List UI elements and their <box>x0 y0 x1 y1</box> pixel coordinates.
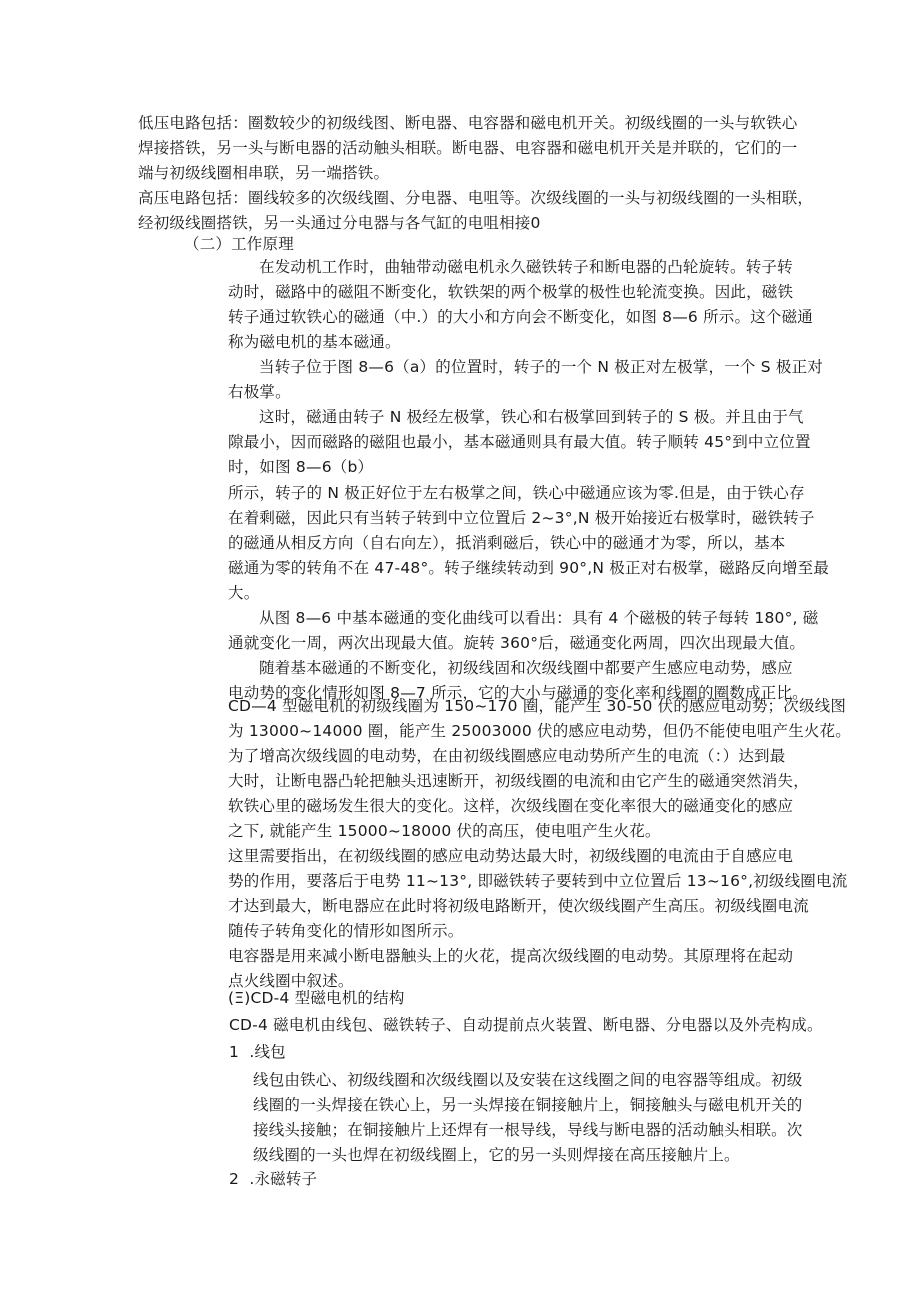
section-heading-structure: (Ξ)CD-4 型磁电机的结构 <box>228 989 405 1007</box>
structure-intro: CD-4 磁电机由线包、磁铁转子、自动提前点火装置、断电器、分电器以及外壳构成。 <box>229 1016 823 1034</box>
text-line: 接线头接触；在铜接触片上还焊有一根导线，导线与断电器的活动触头相联。次 <box>253 1121 803 1139</box>
text-line: 随着基本磁通的不断变化，初级线固和次级线圈中都要产生感应电动势，感应 <box>259 659 793 677</box>
text-line: 在着剩磁，因此只有当转子转到中立位置后 2~3°,N 极开始接近右极掌时，磁铁转子 <box>228 509 815 527</box>
text-line: 动时，磁路中的磁阻不断变化，软铁架的两个极掌的极性也轮流变换。因此，磁铁 <box>228 283 794 301</box>
text-line: 级线圈的一头也焊在初级线圈上，它的另一头则焊接在高压接触片上。 <box>253 1146 740 1164</box>
text-line: 电动势的变化情形如图 8—7 所示，它的大小与磁通的变化率和线圈的圈数成正比。 <box>228 684 808 702</box>
text-line: 焊接搭铁，另一头与断电器的活动触头相联。断电器、电容器和磁电机开关是并联的，它们的一 <box>138 139 798 157</box>
text-line: 所示，转子的 N 极正好位于左右极掌之间，铁心中磁通应该为零.但是，由于铁心存 <box>228 484 805 502</box>
item-2-heading: 2 .永磁转子 <box>229 1170 318 1188</box>
text-line: 隙最小，因而磁路的磁阻也最小，基本磁通则具有最大值。转子顺转 45°到中立位置 <box>228 433 811 451</box>
text-line: 磁通为零的转角不在 47-48°。转子继续转动到 90°,N 极正对右极掌，磁路反向增至最 <box>228 559 830 577</box>
text-line: 在发动机工作时，曲轴带动磁电机永久磁铁转子和断电器的凸轮旋转。转子转 <box>259 258 793 276</box>
text-line: 通就变化一周，两次出现最大值。旋转 360°后，磁通变化两周，四次出现最大值。 <box>228 634 806 652</box>
text-line: 线包由铁心、初级线圈和次级线圈以及安装在这线圈之间的电容器等组成。初级 <box>253 1071 803 1089</box>
text-line: 软铁心里的磁场发生很大的变化。这样，次级线圈在变化率很大的磁通变化的感应 <box>228 797 794 815</box>
text-line: 为 13000~14000 圈，能产生 25003000 伏的感应电动势，但仍不能使电咀产生火花。 <box>228 722 852 740</box>
principle-block-1 <box>228 255 823 480</box>
text-line: 为了增高次级线圆的电动势，在由初级线圈感应电动势所产生的电流（：）达到最 <box>228 747 786 765</box>
text-line: 从图 8—6 中基本磁通的变化曲线可以看出：具有 4 个磁极的转子每转 180°, 磁 <box>259 609 819 627</box>
item-1-body <box>253 1068 803 1168</box>
text-line: 低压电路包括：圈数较少的初级线图、断电器、电容器和磁电机开关。初级线圈的一头与软铁心 <box>138 114 798 132</box>
text-line: 当转子位于图 8—6（a）的位置时，转子的一个 N 极正对左极掌，一个 S 极正对 <box>259 358 823 376</box>
text-line: 线圈的一头焊接在铁心上，另一头焊接在铜接触片上，铜接触头与磁电机开关的 <box>253 1096 803 1114</box>
principle-block-3 <box>228 694 851 994</box>
section-heading-principle: （二）工作原理 <box>184 235 294 253</box>
item-1-heading: 1 .线包 <box>229 1043 286 1061</box>
text-line: 大时，让断电器凸轮把触头迅速断开，初级线圈的电流和由它产生的磁通突然消失， <box>228 772 809 790</box>
text-line: 这里需要指出，在初级线圈的感应电动势达最大时，初级线圈的电流由于自感应电 <box>228 847 794 865</box>
text-line: 右极掌。 <box>228 383 291 401</box>
text-line: 时，如图 8—6（b） <box>228 458 374 476</box>
text-line: 点火线圈中叙述。 <box>228 972 354 990</box>
text-line: 势的作用，要落后于电势 11~13°, 即磁铁转子要转到中立位置后 13~16°,初级线圈电流 <box>228 872 848 890</box>
text-line: CD—4 型磁电机的初级线圈为 150~170 圈，能产生 30-50 伏的感应电动势；次级线图 <box>228 697 847 715</box>
text-line: 经初级线圈搭铁，另一头通过分电器与各气缸的电咀相接0 <box>138 214 541 232</box>
text-line: 称为磁电机的基本磁通。 <box>228 333 401 351</box>
text-line: 大。 <box>228 584 260 602</box>
text-line: 之下, 就能产生 15000~18000 伏的高压，使电咀产生火花。 <box>228 822 661 840</box>
principle-block-2 <box>228 481 829 706</box>
text-line: 高压电路包括：圈线较多的次级线圈、分电器、电咀等。次级线圈的一头与初级线圈的一头相联， <box>138 189 814 207</box>
text-line: 转子通过软铁心的磁通（中.）的大小和方向会不断变化，如图 8—6 所示。这个磁通 <box>228 308 814 326</box>
text-line: 端与初级线圈相串联，另一端搭铁。 <box>138 164 390 182</box>
circuit-paragraphs <box>138 111 813 236</box>
text-line: 随传子转角变化的情形如图所示。 <box>228 922 464 940</box>
text-line: 这时，磁通由转子 N 极经左极掌，铁心和右极掌回到转子的 S 极。并且由于气 <box>259 408 804 426</box>
text-line: 电容器是用来减小断电器触头上的火花，提高次级线圈的电动势。其原理将在起动 <box>228 947 794 965</box>
text-line: 才达到最大，断电器应在此时将初级电路断开，使次级线圈产生高压。初级线圈电流 <box>228 897 809 915</box>
text-line: 的磁通从相反方向（自右向左），抵消剩磁后，铁心中的磁通才为零，所以，基本 <box>228 534 786 552</box>
